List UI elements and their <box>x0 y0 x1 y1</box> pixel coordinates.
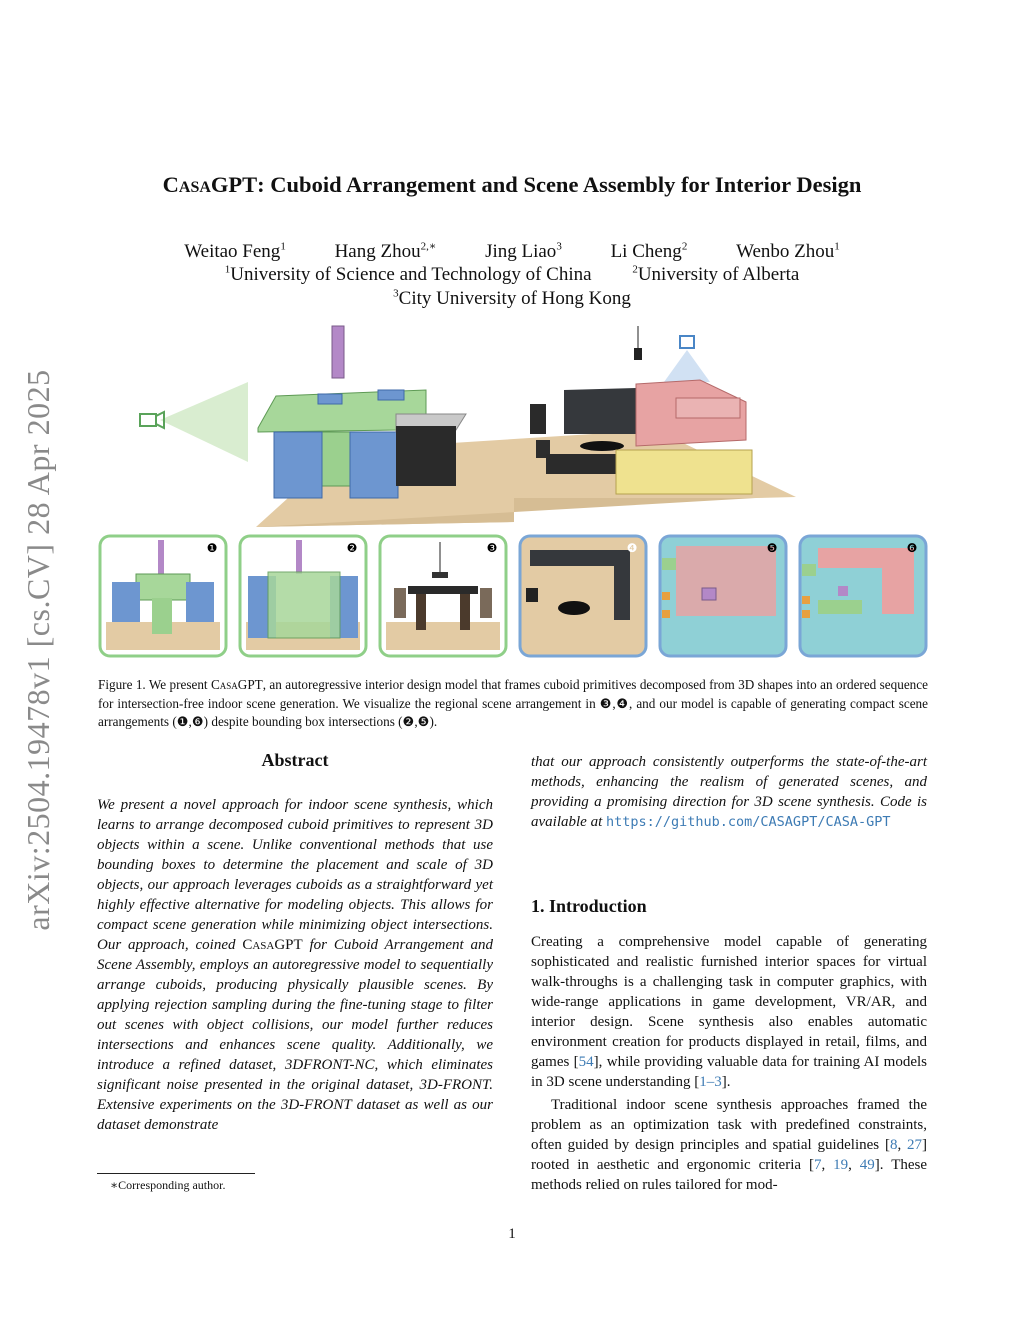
affiliation: $^1$University of Science and Technology of China <box>224 264 592 286</box>
author: Hang Zhou$^{2,∗}$ <box>334 241 437 263</box>
affiliations-line-2 <box>0 288 1024 310</box>
panel-label: ❶ <box>206 541 218 555</box>
paper-title <box>0 172 1024 198</box>
footnote: ∗Corresponding author. <box>110 1178 226 1192</box>
citation-link[interactable]: 8 <box>889 1137 898 1153</box>
affiliation: $^2$University of Alberta <box>632 264 800 286</box>
title-rest: : Cuboid Arrangement and Scene Assembly for Interior Design <box>257 172 862 197</box>
citation-link[interactable]: 19 <box>833 1157 849 1173</box>
pendant-lamp-cuboid <box>332 326 344 378</box>
citation-link[interactable]: 49 <box>859 1157 875 1173</box>
thumbnail-panel-3 <box>380 536 506 656</box>
thumbnail-panel-5 <box>660 536 786 656</box>
introduction-text <box>531 932 927 1195</box>
thumbnail-panel-1 <box>100 536 226 656</box>
panel-label: ❻ <box>906 541 918 555</box>
paragraph: Traditional indoor scene synthesis approaches framed the problem as an optimization task with predefined constraints, often guided by design principles and spatial guidelines [8, 27] rooted in aesthetic and ergonomic criteria [7, 19, 49]. These methods relied on rules tailored for mod- <box>531 1097 928 1193</box>
author: Weitao Feng$^1$ <box>184 241 286 263</box>
figure-caption: Figure 1. We present CasaGPT, an autoregressive interior design model that frames cuboid primitives decomposed from 3D shapes into an ordered sequence for intersection-free indoor scene generation. We visualize the regional scene arrangement in ❸,❹, and our model is capable of generating compact scene arrangements (❶,❻) despite bounding box intersections (❷,❺). <box>98 677 928 729</box>
panel-label: ❺ <box>766 541 778 555</box>
thumbnail-panel-4 <box>520 536 646 656</box>
panel-label: ❹ <box>626 541 638 555</box>
camera-icon <box>140 414 156 426</box>
thumbnail-panel-2 <box>240 536 366 656</box>
code-link[interactable]: https://github.com/CASAGPT/CASA-GPT <box>606 814 891 830</box>
coffee-table-cuboid <box>616 450 752 494</box>
page-number: 1 <box>508 1226 516 1242</box>
affiliations-line-1 <box>0 264 1024 286</box>
abstract-text-continued: that our approach consistently outperforms the state-of-the-art methods, enhancing the realism of generated scenes, and providing a promising direction for 3D scene synthesis. Code is available at https://github.com/CASAGPT/CASA-GPT <box>531 754 927 830</box>
citation-link[interactable]: 54 <box>578 1054 594 1070</box>
pendant-lamp <box>634 348 642 360</box>
chair-cuboid <box>274 432 322 498</box>
panel-label: ❷ <box>346 541 358 555</box>
table-end-dark <box>396 426 456 486</box>
section-heading: 1. Introduction <box>531 896 647 916</box>
citation-link[interactable]: 27 <box>907 1137 923 1153</box>
camera-frustum <box>160 382 248 462</box>
abstract-heading: Abstract <box>261 750 329 770</box>
citation-link[interactable]: 1–3 <box>699 1074 722 1090</box>
citation-link[interactable]: 7 <box>813 1157 822 1173</box>
top-camera-icon <box>680 336 694 348</box>
thumbnail-panel-6 <box>800 536 926 656</box>
chair-cuboid <box>378 390 404 400</box>
paragraph: Creating a comprehensive model capable of generating sophisticated and realistic furnished interior spaces for virtual walk-throughs is a challenging task in computer graphics, with wide-range applications in game development, VR/AR, and interior design. Scene synthesis also enables automatic environment creation for products displayed in retail, films, and games [54], while providing valuable data for training AI models in 3D scene understanding [1–3]. <box>531 934 927 1090</box>
chair-cuboid <box>318 394 342 404</box>
arxiv-identifier-stamp: arXiv:2504.19478v1 [cs.CV] 28 Apr 2025 <box>20 369 56 931</box>
armchair <box>530 404 546 434</box>
author-list <box>0 240 1024 263</box>
affiliation: $^3$City University of Hong Kong <box>393 288 631 310</box>
author: Wenbo Zhou$^1$ <box>736 241 840 263</box>
chair-cuboid <box>350 432 398 498</box>
sofa-cuboid <box>676 398 740 418</box>
top-camera-frustum <box>664 350 710 382</box>
panel-label: ❸ <box>486 541 498 555</box>
title-method-name: CasaGPT <box>162 172 258 197</box>
teaser-figure <box>96 322 928 662</box>
coffee-table <box>546 454 626 474</box>
author: Li Cheng$^2$ <box>610 241 688 263</box>
footnote-rule <box>97 1173 255 1174</box>
abstract-text: We present a novel approach for indoor scene synthesis, which learns to arrange decomposed cuboid primitives to represent 3D objects within a scene. Unlike conventional methods that use bounding boxes to determine the placement and scale of 3D objects, our approach leverages cuboids as a straightforward yet highly effective alternative for modeling objects. This allows for compact scene generation while minimizing object intersections. Our approach, coined CasaGPT for Cuboid Arrangement and Scene Assembly, employs an autoregressive model to sequentially arrange cuboids, producing physically plausible scenes. By applying rejection sampling during the fine-tuning stage to filter out scenes with object collisions, our model further reduces intersections and enhances scene quality. Additionally, we introduce a refined dataset, 3DFRONT-NC, which eliminates significant noise presented in the original dataset, 3D-FRONT. Extensive experiments on the 3D-FRONT dataset as well as our dataset demonstrate <box>97 797 494 1133</box>
author: Jing Liao$^3$ <box>485 241 562 263</box>
sofa <box>564 388 636 434</box>
